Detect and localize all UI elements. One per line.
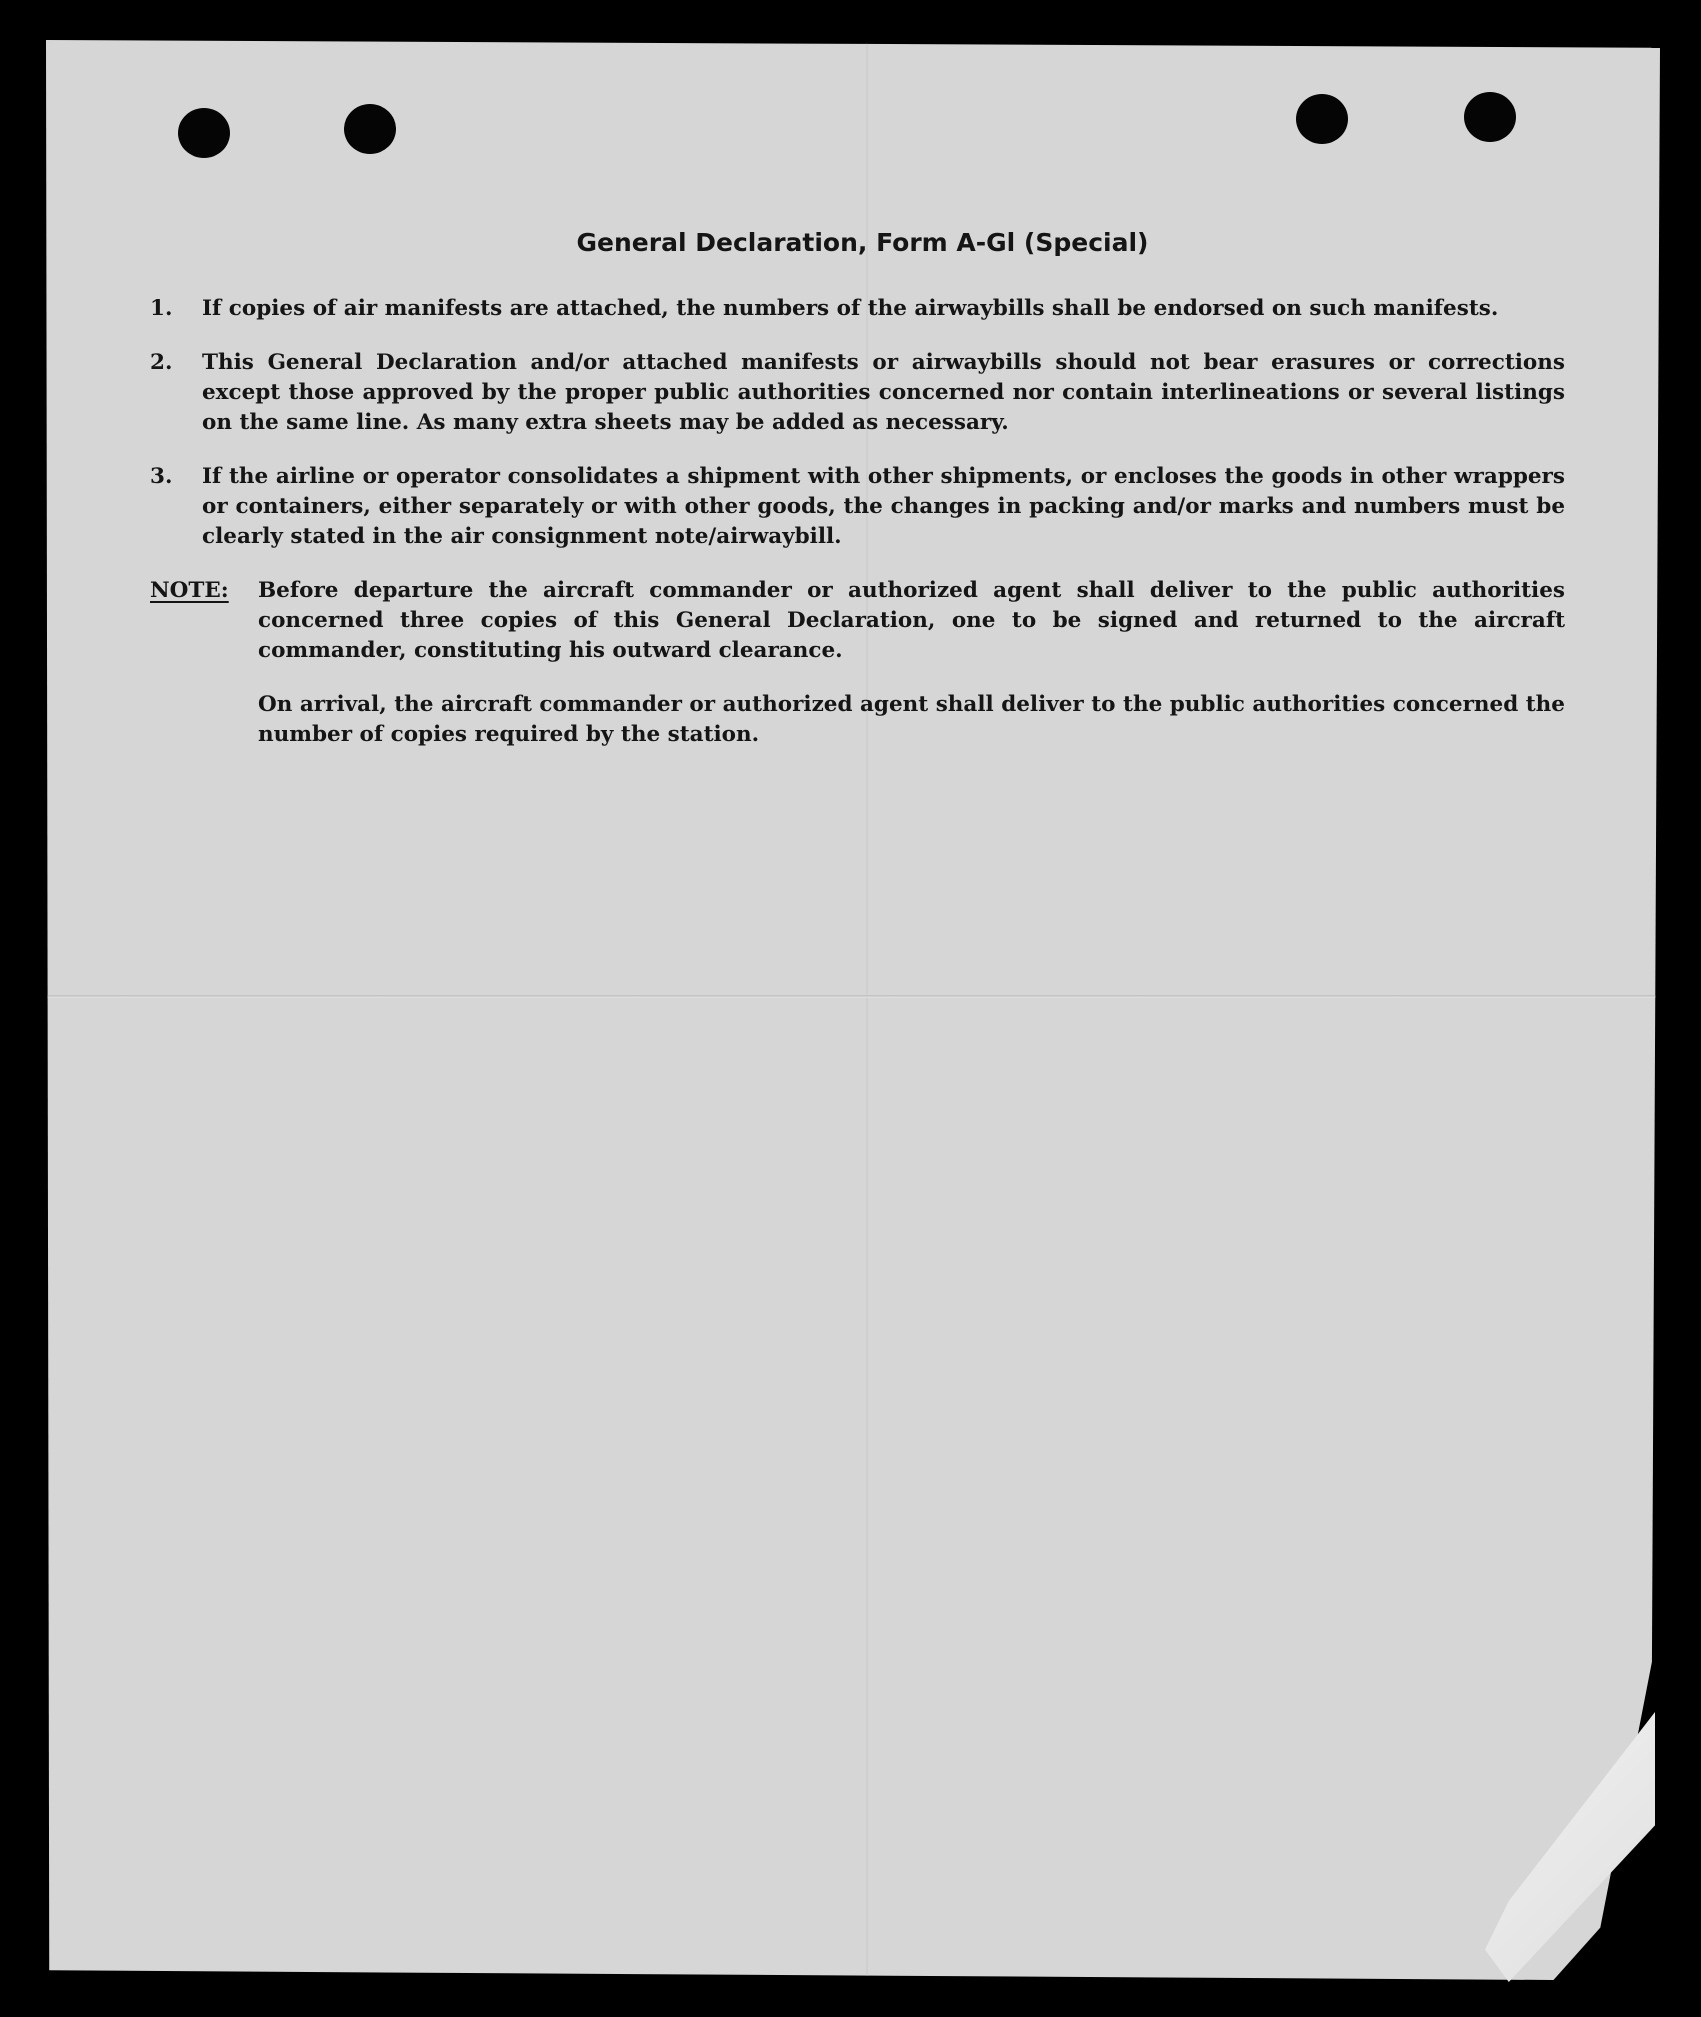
note-paragraph: On arrival, the aircraft commander or authorized agent shall deliver to the public authorities concerned the number of copies required by the station. (258, 692, 1565, 747)
punch-hole (178, 108, 230, 158)
punch-hole (1296, 94, 1348, 144)
note-label: NOTE: (150, 578, 229, 603)
note-section (150, 576, 1565, 774)
note-paragraph: Before departure the aircraft commander or authorized agent shall deliver to the public authorities concerned three copies of this General Declaration, one to be signed and returned to the aircraft commander, constituting his outward clearance. (258, 578, 1565, 663)
item-number: 3. (150, 464, 173, 489)
item-text: This General Declaration and/or attached manifests or airwaybills should not bear erasures or corrections except those approved by the proper public authorities concerned nor contain interlineations or several listings on the same line. As many extra sheets may be added as necessary. (202, 350, 1565, 435)
list-item (150, 462, 1565, 552)
item-text: If copies of air manifests are attached, the numbers of the airwaybills shall be endorsed on such manifests. (202, 296, 1499, 321)
note-body (258, 576, 1565, 774)
document-body (150, 228, 1565, 774)
punch-hole (344, 104, 396, 154)
document-title: General Declaration, Form A-Gl (Special) (576, 228, 1149, 257)
list-item (150, 348, 1565, 438)
punch-hole (1464, 92, 1516, 142)
fold-line (46, 995, 1660, 998)
item-number: 2. (150, 350, 173, 375)
list-item (150, 294, 1565, 324)
item-text: If the airline or operator consolidates a shipment with other shipments, or encloses the goods in other wrappers or containers, either separately or with other goods, the changes in packing and/or marks and numbers must be clearly stated in the air consignment note/airwaybill. (202, 464, 1565, 549)
item-number: 1. (150, 296, 173, 321)
